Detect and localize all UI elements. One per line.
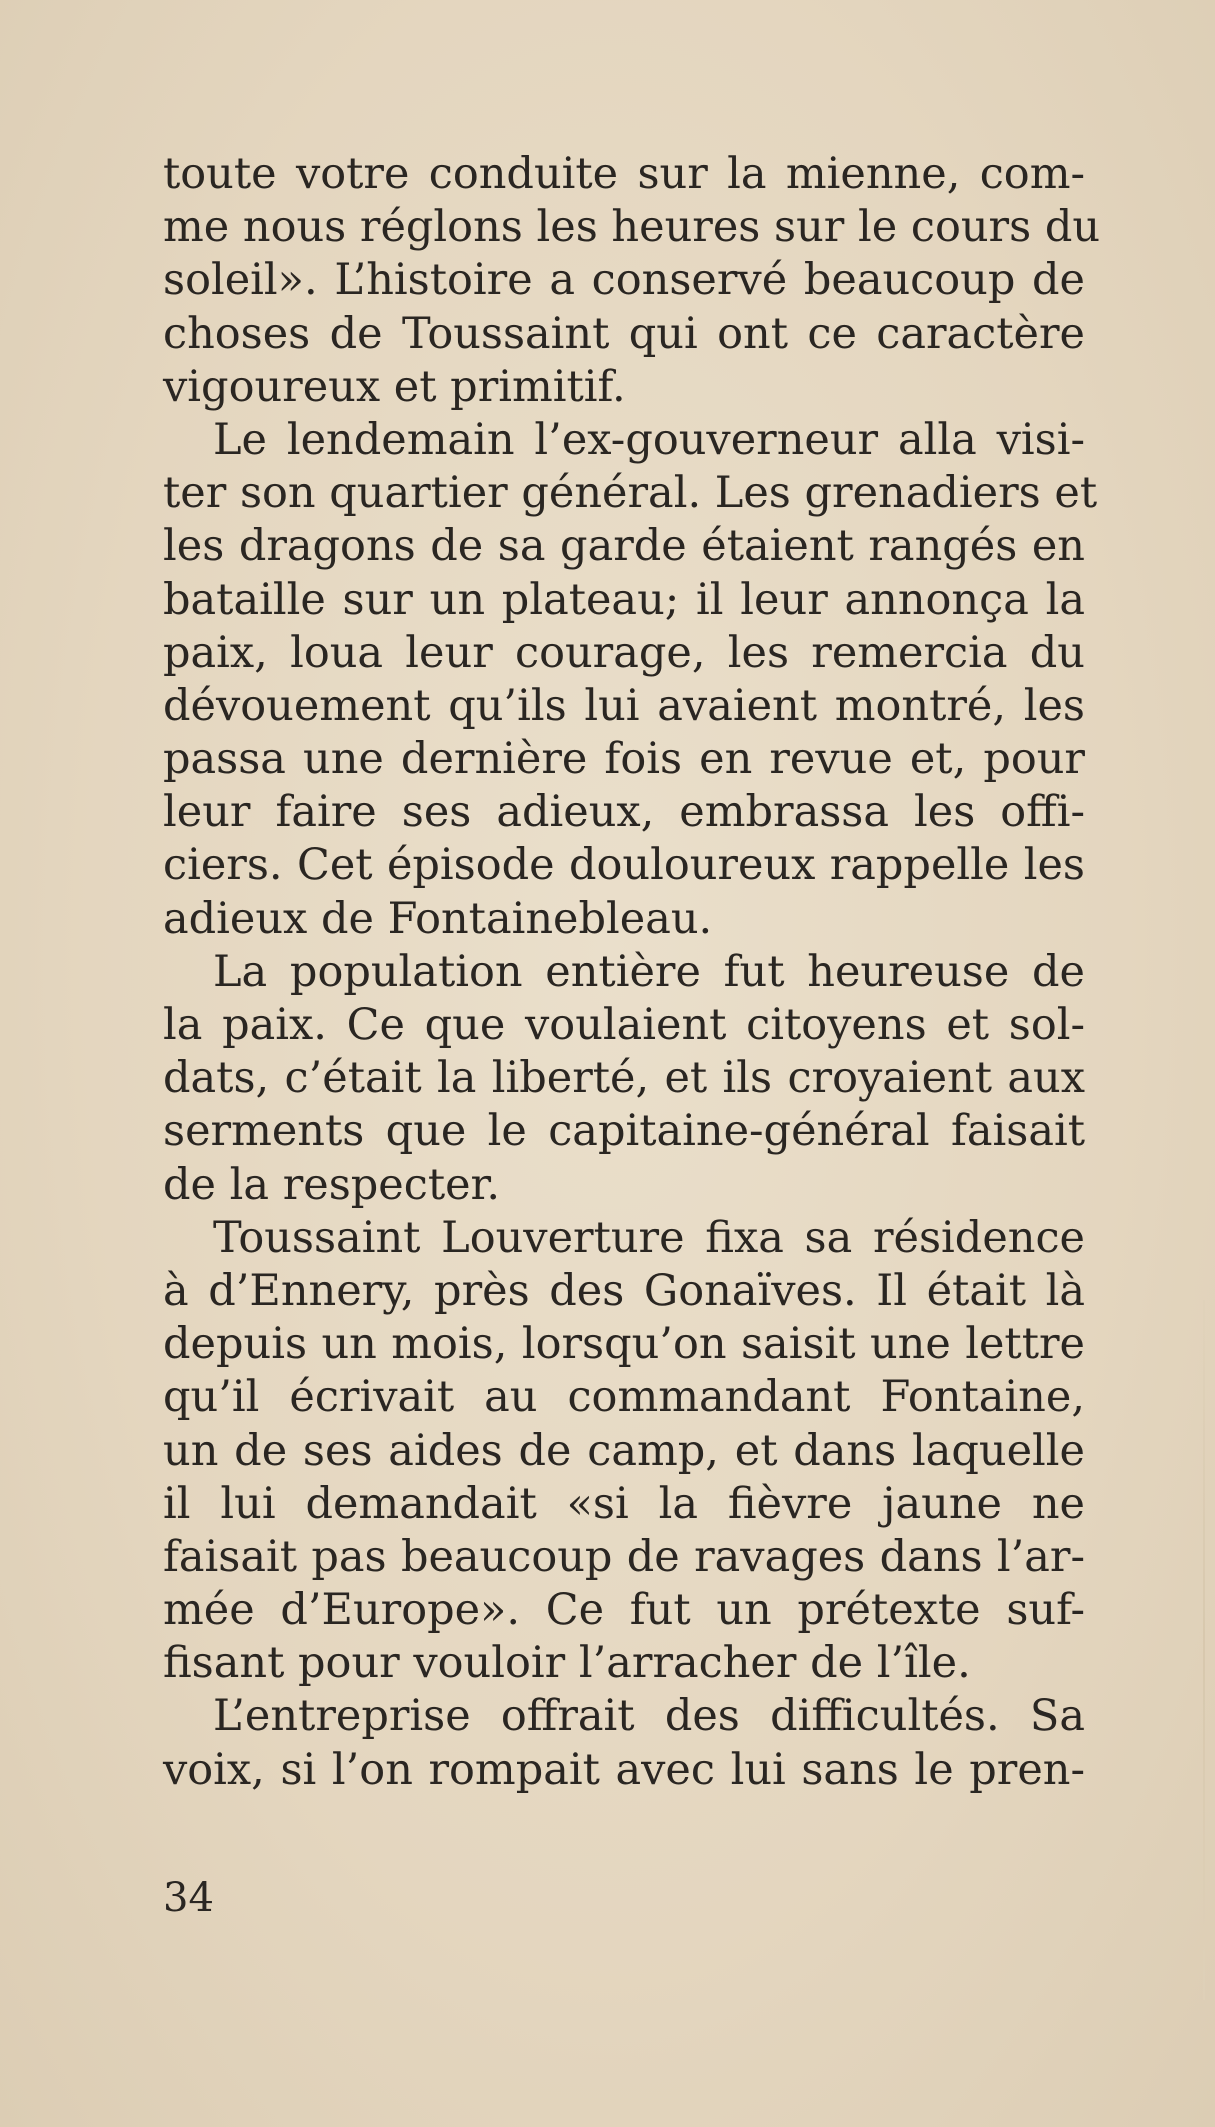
text-line: Toussaint Louverture fixa sa résidence — [213, 1212, 1085, 1263]
text-line: passa une dernière fois en revue et, pour — [163, 734, 1085, 785]
text-line: choses de Toussaint qui ont ce caractère — [163, 308, 1085, 359]
text-line: serments que le capitaine-général faisait — [163, 1106, 1085, 1157]
text-line: mée d’Europe». Ce fut un prétexte suf- — [163, 1585, 1085, 1636]
text-line: depuis un mois, lorsqu’on saisit une lettre — [163, 1319, 1085, 1370]
text-line: dats, c’était la liberté, et ils croyaient aux — [163, 1053, 1085, 1104]
text-line: Le lendemain l’ex-gouverneur alla visi- — [213, 414, 1085, 465]
text-line: leur faire ses adieux, embrassa les offi- — [163, 787, 1085, 838]
text-line: faisait pas beaucoup de ravages dans l’ar- — [163, 1531, 1085, 1582]
body-text — [163, 148, 1101, 1797]
text-line: L’entreprise offrait des difficultés. Sa — [213, 1691, 1085, 1742]
text-line: voix, si l’on rompait avec lui sans le pren- — [163, 1744, 1085, 1795]
text-line: paix, loua leur courage, les remercia du — [163, 627, 1085, 678]
text-line: il lui demandait «si la fièvre jaune ne — [163, 1478, 1085, 1529]
text-line: toute votre conduite sur la mienne, com- — [163, 149, 1085, 199]
text-line: soleil». L’histoire a conservé beaucoup de — [163, 255, 1085, 306]
text-line: ter son quartier général. Les grenadiers et — [163, 468, 1098, 519]
page-number: 34 — [163, 1875, 214, 1921]
text-line: la paix. Ce que voulaient citoyens et sol- — [163, 1000, 1085, 1050]
text-line: La population entière fut heureuse de — [213, 946, 1085, 997]
text-line: bataille sur un plateau; il leur annonça la — [163, 574, 1085, 625]
text-line: fisant pour vouloir l’arracher de l’île. — [163, 1638, 971, 1689]
text-line: adieux de Fontainebleau. — [163, 893, 713, 944]
text-line: un de ses aides de camp, et dans laquelle — [163, 1425, 1085, 1476]
page-edge-shadow — [1203, 1300, 1205, 2000]
text-line: vigoureux et primitif. — [163, 361, 626, 412]
text-line: me nous réglons les heures sur le cours du — [163, 202, 1101, 253]
text-line: qu’il écrivait au commandant Fontaine, — [163, 1372, 1085, 1423]
text-line: les dragons de sa garde étaient rangés en — [163, 521, 1085, 572]
text-line: dévouement qu’ils lui avaient montré, les — [163, 680, 1085, 731]
text-line: à d’Ennery, près des Gonaïves. Il était là — [163, 1265, 1085, 1316]
text-line: de la respecter. — [163, 1159, 501, 1210]
text-line: ciers. Cet épisode douloureux rappelle les — [163, 840, 1085, 891]
